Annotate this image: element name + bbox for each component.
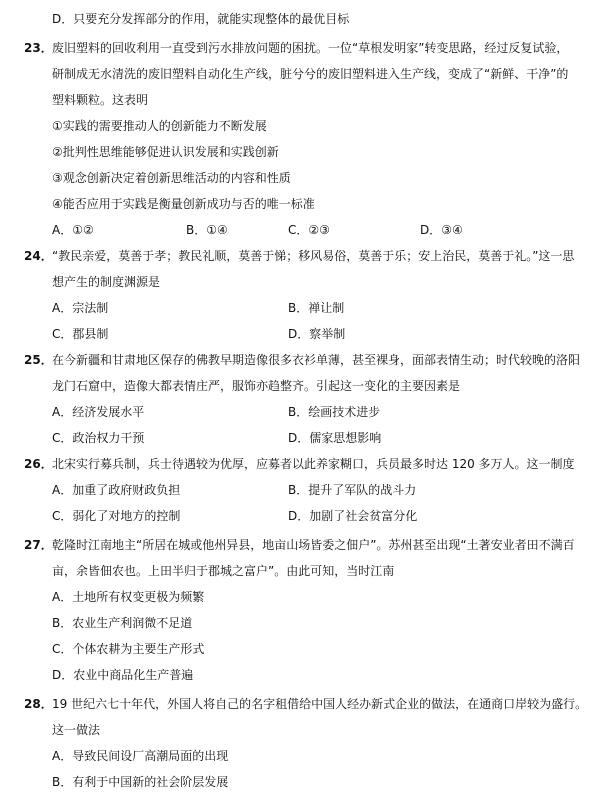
q24-option-d[interactable]: D．察举制: [288, 327, 346, 341]
q23-option-a[interactable]: A．①②: [52, 223, 94, 237]
q23-statement-2: ②批判性思维能够促进认识发展和实践创新: [52, 145, 279, 159]
q25-stem-line-2: 龙门石窟中，造像大都表情庄严，服饰亦趋整齐。引起这一变化的主要因素是: [52, 379, 461, 393]
question-number-26: 26．: [24, 457, 53, 471]
q24-stem-line-2: 想产生的制度渊源是: [52, 275, 161, 289]
q24-option-b[interactable]: B．禅让制: [288, 301, 345, 315]
q28-stem-line-2: 这一做法: [52, 723, 101, 737]
q26-option-d[interactable]: D．加剧了社会贫富分化: [288, 509, 418, 523]
q27-option-a[interactable]: A．土地所有权变更极为频繁: [52, 590, 205, 604]
question-number-25: 25．: [24, 353, 53, 367]
q26-option-b[interactable]: B．提升了军队的战斗力: [288, 483, 417, 497]
q28-option-a[interactable]: A．导致民间设厂高潮局面的出现: [52, 749, 229, 763]
q26-option-a[interactable]: A．加重了政府财政负担: [52, 483, 181, 497]
q28-stem-line-1: 19 世纪六七十年代，外国人将自己的名字租借给中国人经办新式企业的做法，在通商口岸较为盛行。: [52, 697, 588, 711]
question-number-24: 24．: [24, 249, 53, 263]
q25-option-a[interactable]: A．经济发展水平: [52, 405, 145, 419]
q23-statement-4: ④能否应用于实践是衡量创新成功与否的唯一标准: [52, 197, 315, 211]
question-number-23: 23．: [24, 41, 53, 55]
question-number-27: 27．: [24, 538, 53, 552]
q25-stem-line-1: 在今新疆和甘肃地区保存的佛教早期造像很多衣衫单薄，甚至裸身，面部表情生动；时代较晚的洛阳: [52, 353, 581, 367]
q27-stem-line-1: 乾隆时江南地主“所居在城或他州异县，地亩山场皆委之佃户”。苏州甚至出现“土著安业者田不满百: [52, 538, 575, 552]
q27-option-b[interactable]: B．农业生产利润微不足道: [52, 616, 193, 630]
q23-stem-line-2: 研制成无水清洗的废旧塑料自动化生产线，脏兮兮的废旧塑料进入生产线，变成了“新鲜、干净”的: [52, 67, 569, 81]
q27-stem-line-2: 亩，余皆佃农也。上田半归于郡城之富户”。由此可知，当时江南: [52, 564, 395, 578]
q24-option-a[interactable]: A．宗法制: [52, 301, 109, 315]
q23-stem-line-3: 塑料颗粒。这表明: [52, 93, 149, 107]
option-d-previous: D．只要充分发挥部分的作用，就能实现整体的最优目标: [52, 12, 350, 26]
q25-option-c[interactable]: C．政治权力干预: [52, 431, 145, 445]
q23-option-d[interactable]: D．③④: [420, 223, 463, 237]
q25-option-d[interactable]: D．儒家思想影响: [288, 431, 382, 445]
q28-option-b[interactable]: B．有利于中国新的社会阶层发展: [52, 775, 229, 789]
q23-statement-1: ①实践的需要推动人的创新能力不断发展: [52, 119, 267, 133]
q23-option-b[interactable]: B．①④: [186, 223, 228, 237]
q26-option-c[interactable]: C．弱化了对地方的控制: [52, 509, 181, 523]
q27-option-d[interactable]: D．农业中商品化生产普遍: [52, 668, 194, 682]
q23-option-c[interactable]: C．②③: [288, 223, 330, 237]
question-number-28: 28．: [24, 697, 53, 711]
q23-stem-line-1: 废旧塑料的回收利用一直受到污水排放问题的困扰。一位“草根发明家”转变思路，经过反复试验，: [52, 41, 569, 55]
q23-statement-3: ③观念创新决定着创新思维活动的内容和性质: [52, 171, 291, 185]
q24-option-c[interactable]: C．郡县制: [52, 327, 109, 341]
q26-stem-line-1: 北宋实行募兵制，兵士待遇较为优厚，应募者以此养家糊口，兵员最多时达 120 多万人。这一制度: [52, 457, 575, 471]
q27-option-c[interactable]: C．个体农耕为主要生产形式: [52, 642, 205, 656]
q25-option-b[interactable]: B．绘画技术进步: [288, 405, 381, 419]
q24-stem-line-1: “教民亲爱，莫善于孝；教民礼顺，莫善于悌；移风易俗，莫善于乐；安上治民，莫善于礼。”这一思: [52, 249, 575, 263]
